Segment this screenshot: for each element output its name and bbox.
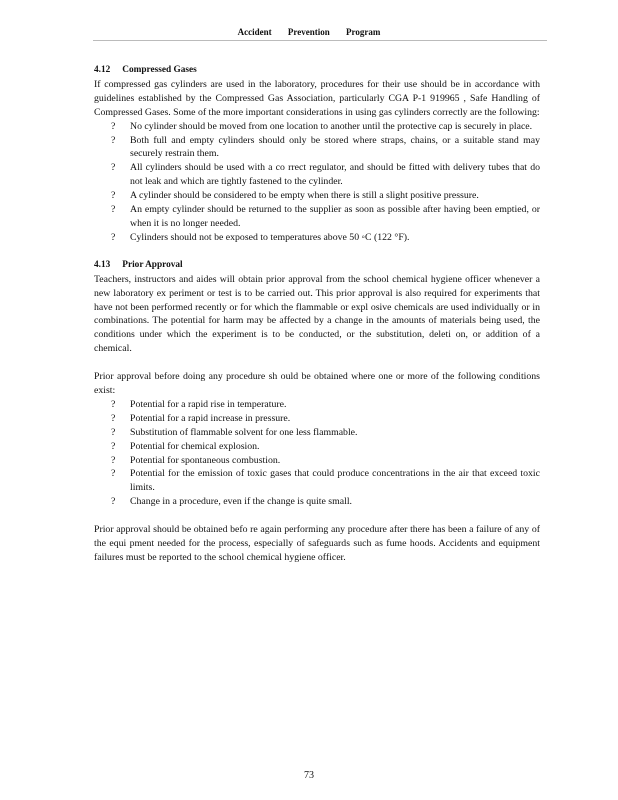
bullet-icon: ? (111, 231, 116, 243)
list-item: ? Both full and empty cylinders should only be stored where straps, chains, or a suitable stand may securely restrain them. (111, 134, 540, 160)
list-item: ? Cylinders should not be exposed to temperatures above 50 ◦C (122 °F). (111, 231, 410, 243)
section-number: 4.12 (94, 65, 111, 75)
bullet-icon: ? (111, 426, 116, 438)
page-number: 73 (304, 770, 314, 781)
list-item: ? Substitution of flammable solvent for one less flammable. (111, 426, 358, 438)
bullet-icon: ? (111, 162, 116, 174)
section-title: Compressed Gases (122, 65, 197, 75)
bullet-icon: ? (111, 398, 116, 410)
bullet-icon: ? (111, 412, 116, 424)
cylinder-rules-list (94, 120, 540, 245)
list-item: ? No cylinder should be moved from one location to another until the protective cap is securely in place. (111, 120, 533, 132)
list-item: ? Potential for the emission of toxic gases that could produce concentrations in the air that exceed toxic limits. (111, 468, 540, 494)
list-item: ? Potential for a rapid rise in temperature. (111, 398, 287, 410)
bullet-icon: ? (111, 190, 116, 202)
bullet-icon: ? (111, 134, 116, 146)
bullet-icon: ? (111, 468, 116, 480)
paragraph: Prior approval should be obtained befo re again performing any procedure after there has been a failure of any of the equi pment needed for the process, especially of safeguards such as fume hoods. Accidents and equipment failures must be reported to the school chemical hygiene officer. (94, 524, 540, 563)
section-heading-4-13 (94, 259, 540, 273)
list-item: ? Change in a procedure, even if the change is quite small. (111, 496, 352, 508)
bullet-icon: ? (111, 454, 116, 466)
section-title: Prior Approval (122, 259, 183, 270)
list-item: ? Potential for a rapid increase in pressure. (111, 412, 291, 424)
bullet-icon: ? (111, 496, 116, 508)
paragraph: Prior approval before doing any procedure sh ould be obtained where one or more of the following conditions exist: (94, 371, 540, 397)
section-heading-4-12 (94, 64, 540, 78)
bullet-icon: ? (111, 120, 116, 132)
list-item: ? An empty cylinder should be returned to the supplier as soon as possible after having been emptied, or when it is no longer needed. (111, 204, 540, 229)
list-item: ? A cylinder should be considered to be empty when there is still a slight positive pressure. (111, 190, 479, 202)
list-item: ? All cylinders should be used with a co rrect regulator, and should be fitted with delivery tubes that do not leak and which are tightly fastened to the cylinder. (111, 162, 540, 188)
page-header: Accident Prevention Program (237, 27, 381, 37)
section-number: 4.13 (94, 259, 111, 270)
section-intro: If compressed gas cylinders are used in the laboratory, procedures for their use should be in accordance with guidelines established by the Compressed Gas Association, particularly CGA P-1 919965 , Safe Handling of Compressed Gases. Some of the more important considerations in using gas cylinders correctly are the following: (94, 78, 540, 118)
list-item: ? Potential for chemical explosion. (111, 440, 260, 452)
list-item: ? Potential for spontaneous combustion. (111, 454, 281, 466)
document-body (94, 64, 540, 565)
bullet-icon: ? (111, 440, 116, 452)
conditions-list (94, 398, 540, 509)
bullet-icon: ? (111, 204, 116, 216)
header-rule (93, 40, 547, 41)
paragraph: Teachers, instructors and aides will obtain prior approval from the school chemical hygiene officer whenever a new laboratory ex periment or test is to be carried out. This prior approval is also required for experiments that have not been performed recently or for which the flammable or expl osive chemicals are used individually or in combinations. The potential for harm may be affected by a change in the amounts of materials being used, the conditions under which the experiment is to be conducted, or the substitution, deleti on, or addition of a chemical. (94, 273, 540, 355)
